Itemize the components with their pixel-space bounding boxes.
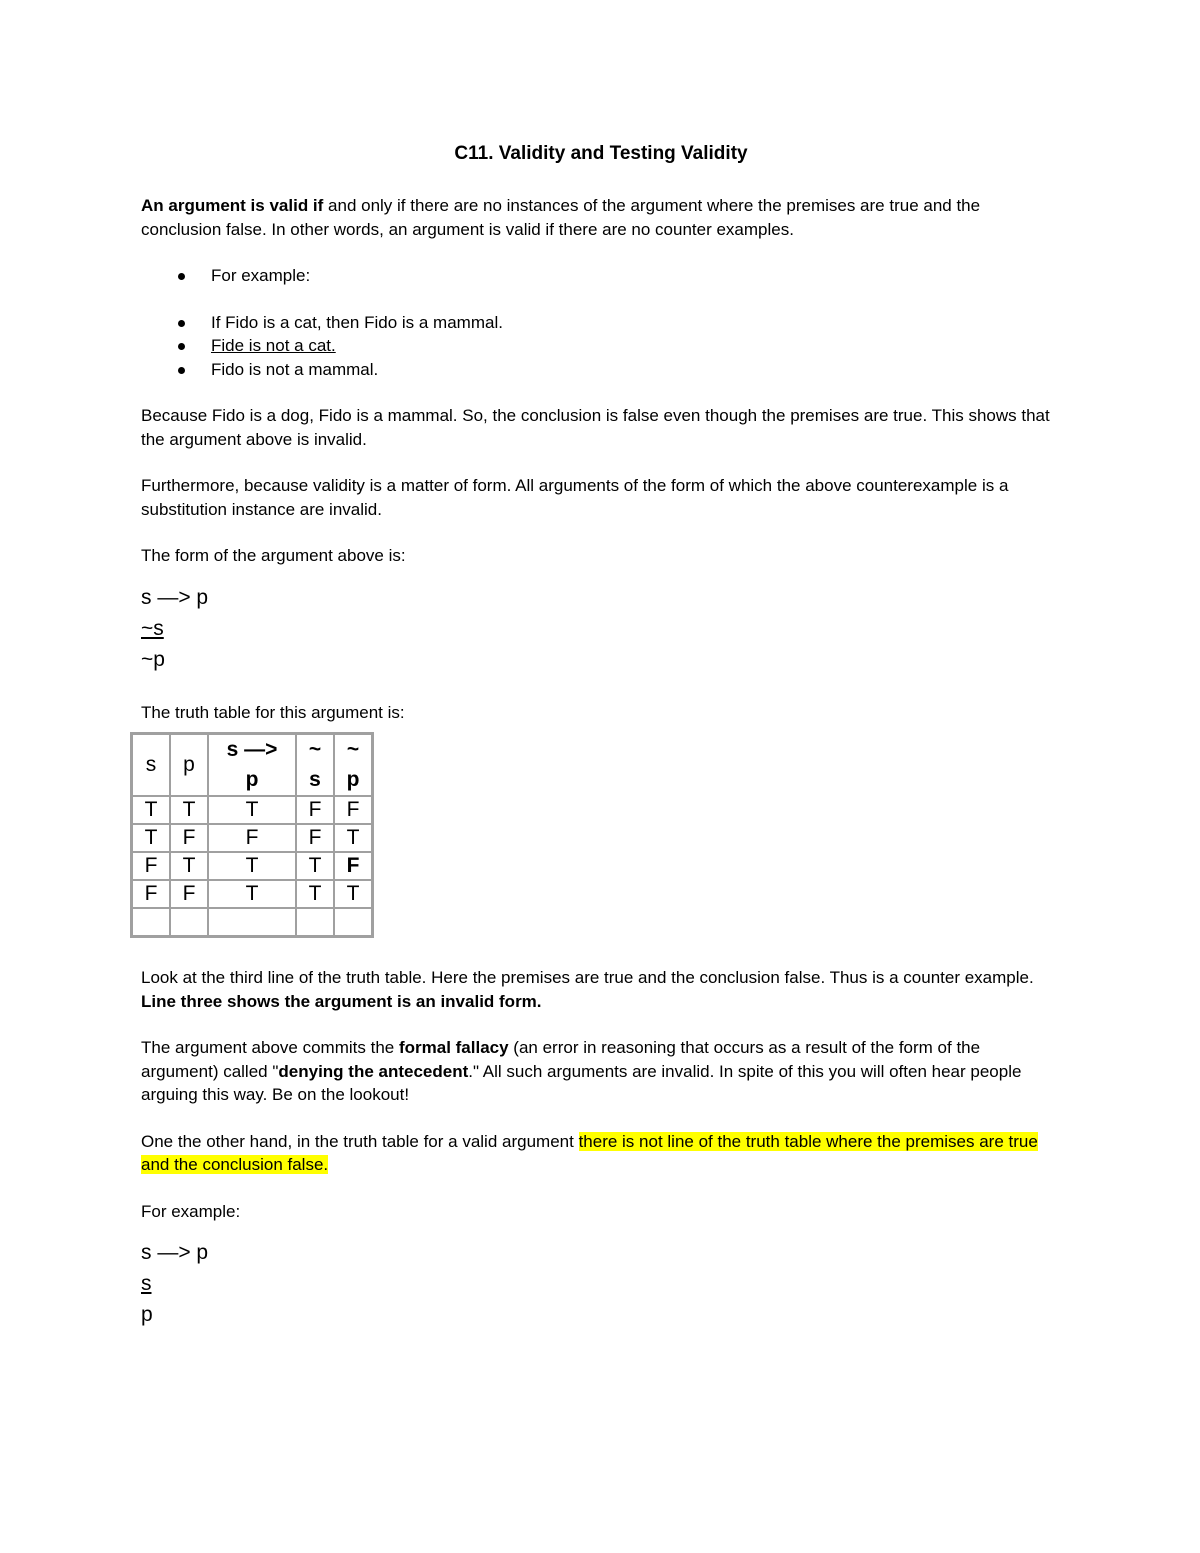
- header-conditional-top: s —>: [226, 738, 278, 761]
- table-cell: [132, 908, 170, 936]
- header-not-s-bottom: s: [309, 768, 321, 791]
- conclusion: ~p: [141, 647, 165, 671]
- header-not-p-bottom: p: [346, 768, 360, 791]
- argument-form-2: [141, 1237, 1061, 1330]
- invalid-paragraph: Because Fido is a dog, Fido is a mammal. So, the conclusion is false even though the premises are true. This shows that the argument above is invalid.: [141, 406, 1050, 449]
- table-cell: T: [296, 880, 334, 908]
- table-cell: T: [132, 796, 170, 824]
- premise-2: s: [141, 1272, 152, 1295]
- table-row: [132, 880, 372, 908]
- argument-form-1: [141, 582, 1061, 675]
- table-header-row: [132, 734, 372, 796]
- table-cell: [334, 908, 372, 936]
- table-cell: F: [132, 880, 170, 908]
- list-item: If Fido is a cat, then Fido is a mammal.: [141, 311, 1061, 335]
- form-intro: The form of the argument above is:: [141, 546, 406, 565]
- example-label-list: [141, 264, 1061, 288]
- table-cell: [296, 908, 334, 936]
- header-conditional-bottom: p: [245, 768, 259, 791]
- counterexample-cell: F: [334, 852, 372, 880]
- table-cell: T: [296, 852, 334, 880]
- table-cell: F: [170, 824, 208, 852]
- table-cell: F: [208, 824, 296, 852]
- table-cell: T: [132, 824, 170, 852]
- table-cell: T: [170, 852, 208, 880]
- example-label-2: For example:: [141, 1201, 241, 1221]
- form-paragraph: Furthermore, because validity is a matter of form. All arguments of the form of which the above counterexample is a substitution instance are invalid.: [141, 476, 1009, 519]
- fallacy-paragraph: [141, 1036, 1061, 1107]
- premise-2: ~s: [141, 616, 164, 640]
- fallacy-text-e: ." All such arguments are invalid. In spite of this you will often hear people arguing this way. Be on the lookout!: [141, 1061, 1022, 1104]
- header-not-p-top: ~: [346, 738, 360, 761]
- header-not-s: [296, 734, 334, 796]
- table-row: [132, 824, 372, 852]
- premise-1: s —> p: [141, 1241, 209, 1264]
- table-cell: F: [170, 880, 208, 908]
- fallacy-text-c: (an error in reasoning that occurs as a result of the form of the argument) called ": [141, 1038, 981, 1081]
- table-row: [132, 796, 372, 824]
- table-cell: F: [334, 796, 372, 824]
- truth-table: [130, 732, 374, 938]
- page-title: C11. Validity and Testing Validity: [454, 143, 748, 164]
- table-cell: [170, 908, 208, 936]
- table-cell: F: [296, 796, 334, 824]
- table-cell: T: [334, 880, 372, 908]
- highlighted-text: there is not line of the truth table where the premises are true and the conclusion false.: [141, 1131, 1038, 1174]
- table-cell: T: [170, 796, 208, 824]
- intro-bold: An argument is valid if: [141, 196, 324, 215]
- example-argument-list: [141, 311, 1061, 382]
- header-not-s-top: ~: [308, 738, 322, 761]
- premise-1: s —> p: [141, 585, 209, 609]
- header-s: s: [132, 734, 170, 796]
- table-cell: F: [132, 852, 170, 880]
- fallacy-term: formal fallacy: [398, 1038, 509, 1057]
- third-line-text: Look at the third line of the truth table. Here the premises are true and the conclusion false. Thus is a counter example.: [141, 968, 1034, 987]
- intro-paragraph: [141, 194, 1061, 241]
- list-item: For example:: [141, 264, 1061, 288]
- valid-paragraph: [141, 1130, 1061, 1177]
- intro-rest: and only if there are no instances of the argument where the premises are true and the conclusion false. In other words, an argument is valid if there are no counter examples.: [141, 196, 981, 239]
- header-conditional: [208, 734, 296, 796]
- list-item: Fido is not a mammal.: [141, 358, 1061, 382]
- fallacy-name: denying the antecedent: [278, 1061, 469, 1081]
- third-line-bold: Line three shows the argument is an invalid form.: [141, 991, 542, 1011]
- table-cell: T: [334, 824, 372, 852]
- valid-text: One the other hand, in the truth table for a valid argument: [141, 1131, 579, 1151]
- table-row-empty: [132, 908, 372, 936]
- header-not-p: [334, 734, 372, 796]
- table-cell: T: [208, 852, 296, 880]
- table-cell: T: [208, 796, 296, 824]
- list-item: Fide is not a cat.: [141, 334, 1061, 358]
- table-cell: F: [296, 824, 334, 852]
- table-intro: The truth table for this argument is:: [141, 702, 405, 722]
- third-line-paragraph: [141, 966, 1061, 1013]
- conclusion: p: [141, 1303, 153, 1326]
- header-p: p: [170, 734, 208, 796]
- document-page: [141, 140, 1061, 1356]
- fallacy-text-a: The argument above commits the: [141, 1038, 399, 1057]
- table-row: [132, 852, 372, 880]
- table-cell: [208, 908, 296, 936]
- table-cell: T: [208, 880, 296, 908]
